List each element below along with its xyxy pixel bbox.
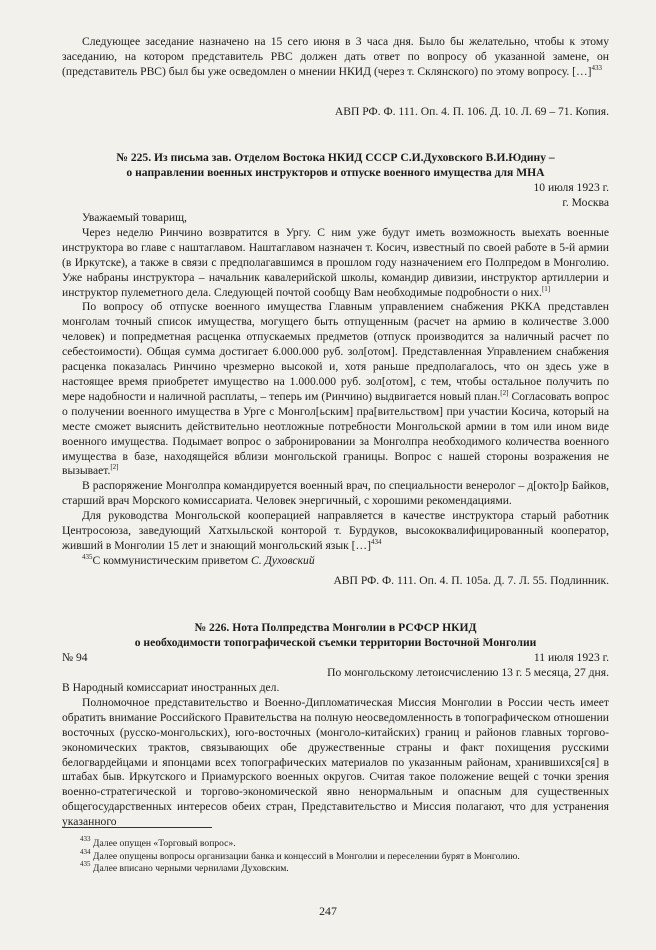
doc-226-body	[62, 681, 609, 830]
top-continuation	[62, 35, 609, 80]
footnote-ref: 434	[371, 537, 382, 546]
paragraph	[62, 35, 609, 80]
footnote-ref: 433	[591, 63, 602, 72]
footnotes	[62, 835, 609, 876]
archive-source: АВП РФ. Ф. 111. Оп. 4. П. 106. Д. 10. Л. 69 – 71. Копия.	[334, 105, 609, 118]
doc-226-title-line2: о необходимости топографической съемки территории Восточной Монголии	[134, 636, 537, 649]
doc-225-body	[62, 211, 609, 569]
paragraph	[62, 226, 609, 301]
signature-line	[62, 554, 609, 569]
paragraph	[62, 509, 609, 554]
footnote-text: Далее опущены вопросы организации банка и концессий в Монголии и переселении бурят в Монголию.	[92, 850, 520, 862]
archive-source: АВП РФ. Ф. 111. Оп. 4. П. 105а. Д. 7. Л. 55. Подлинник.	[333, 574, 609, 587]
paragraph-text: Через неделю Ринчино возвратится в Ургу. С ним уже будут иметь возможность выехать военные инструктора во главе с наштаглавом. Наштаглавом назначен т. Косич, известный по своей работе в 5-й армии (в Иркутске), а также в связи с предполагавшимся в прошлом году назначением его Полпредом в Монголию. Уже набраны инструктора – начальник кавалерийской школы, командир дивизии, инструктор артиллерии и инструктор пулеметного дела. Следующей почтой сообщу Вам необходимые подробности о них.	[62, 225, 609, 299]
paragraph-text: Согласовать вопрос о получении военного имущества в Урге с Монгол[ьским] пра[вительством] при участии Косича, который на месте сможет выяснить действительно неотложные потребности Монгольской армии в том или ином виде военного имущества. Подымает вопрос о забронировании за Монголпра необходимого количества военного имущества в базе, находящейся вблизи монгольской границы. Вопрос с нашей стороны возражения не вызывает.	[62, 389, 609, 478]
footnote-ref: [2]	[500, 388, 509, 397]
footnote-text: Далее опущен «Торговый вопрос».	[92, 838, 236, 849]
paragraph	[62, 300, 609, 479]
footnote-number: 433	[80, 835, 91, 843]
doc-225-date: 10 июля 1923 г.	[533, 181, 609, 194]
paragraph: Полномочное представительство и Военно-Дипломатическая Миссия Монголии в России честь имеет обратить внимание Российского Правительства на полную неосведомленность в топографическом отношении восточных (русско-монгольских), юго-восточных (монголо-китайских) границ и районов главных торгово-экономических трактов, связывающих обе дружественные страны и факт похищения русскими белогвардейцами и японцами всех топографических материалов по указанным районам, хранившихся[ся] в штабах быв. Иркутского и Приамурского военных округов. Считая такое положение вещей с точки зрения военно-стратегической и торгово-экономической явно ненормальным и опасным для существенных общегосударственных интересов обеих стран, Представительство и Миссия полагают, что для устранения указанного	[62, 695, 609, 829]
signature-text: С коммунистическим приветом	[92, 553, 252, 567]
footnote-number: 435	[80, 860, 91, 869]
footnote-divider	[62, 827, 212, 828]
paragraph: В распоряжение Монголпра командируется военный врач, по специальности венеролог – д[окто]р Байков, старший врач Морского комиссариата. Человек энергичный, с хорошими рекомендациями.	[62, 479, 609, 508]
addressee: В Народный комиссариат иностранных дел.	[62, 681, 280, 694]
doc-225-title-line2: о направлении военных инструкторов и отпуске военного имущества для МНА	[126, 166, 545, 179]
footnote-ref: [2]	[110, 463, 119, 472]
doc-226-title-line1: № 226. Нота Полпредства Монголии в РСФСР НКИД	[194, 621, 477, 634]
paragraph-text: По вопросу об отпуске военного имущества Главным управлением снабжения РККА представлен монголам точный список имущества, могущего быть отпущенным (расчет на армию в количестве 3.000 человек) и попредметная расценка отпускаемых предметов (отпуск производится за наличный расчет по себестоимости). Общая сумма достигает 6.000.000 руб. зол[отом]. Представленная Управлением снабжения расценка показалась Ринчино чрезмерно высокой и, хотя раньше предполагалось, что он здесь уже в настоящее время приобретет имущество на 1.000.000 руб. зол[отом], с тем, чтобы остальное получить по мере надобности и наличной расплаты, – теперь им (Ринчино) выдвигается новый план.	[62, 300, 609, 403]
footnote	[62, 860, 609, 876]
doc-225-title-line1: № 225. Из письма зав. Отделом Востока НКИД СССР С.И.Духовского В.И.Юдину –	[116, 151, 555, 164]
page-number: 247	[319, 904, 337, 918]
doc-226-number-date	[62, 651, 609, 666]
mongol-date: По монгольскому летоисчислению 13 г. 5 месяца, 27 дня.	[327, 666, 609, 679]
doc-225-place: г. Москва	[562, 196, 609, 209]
doc-date: 11 июля 1923 г.	[533, 651, 609, 664]
paragraph-text: Следующее заседание назначено на 15 сего июня в 3 часа дня. Было бы желательно, чтобы к этому заседанию, на котором представитель РВС должен дать ответ по вопросу об указанной замене, он (представитель РВС) был бы уже осведомлен о мнении НКИД (через т. Склянского) по этому вопросу. […]	[62, 35, 609, 78]
footnote-number: 434	[80, 847, 91, 856]
doc-number: № 94	[62, 651, 88, 664]
paragraph-text: Для руководства Монгольской кооперацией направляется в качестве инструктора старый работник Центросоюза, заведующий Хатхыльской конторой т. Бурдуков, высококвалифицированный кооператор, живший в Монголии 15 лет и знающий монгольский язык […]	[62, 509, 609, 552]
footnote-ref: 435	[82, 552, 93, 561]
footnote-ref: [1]	[541, 284, 551, 293]
signature-name: С. Духовский	[251, 553, 315, 567]
footnote	[62, 835, 609, 851]
footnote	[62, 847, 609, 864]
footnote-text: Далее вписано черными чернилами Духовским.	[92, 863, 289, 875]
greeting: Уважаемый товарищ,	[82, 211, 187, 224]
